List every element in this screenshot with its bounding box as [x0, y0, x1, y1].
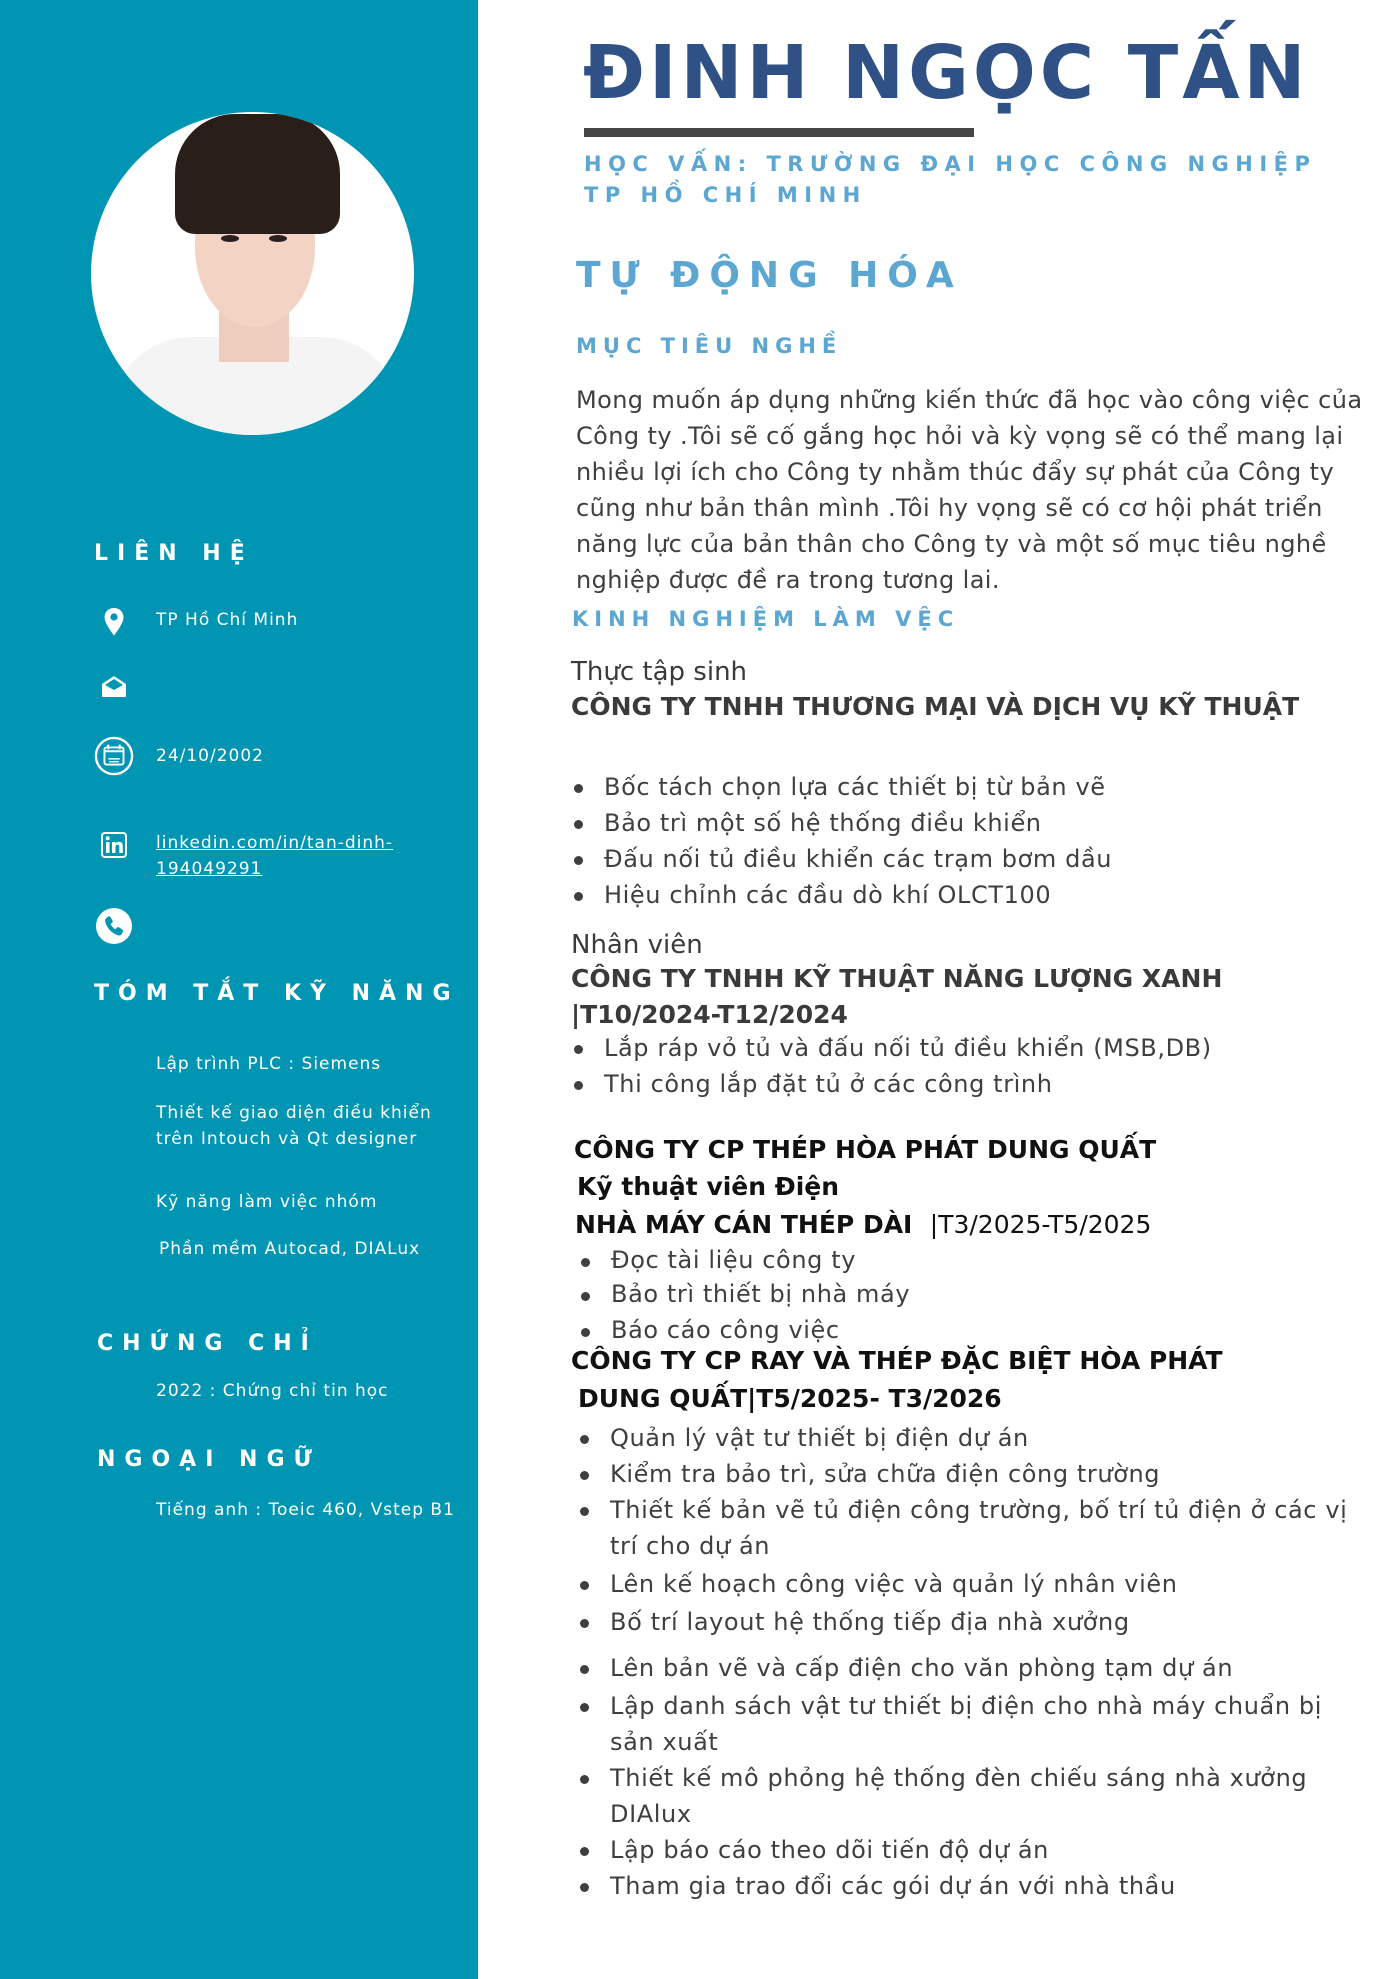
objective-heading: MỤC TIÊU NGHỀ	[576, 334, 843, 358]
contact-linkedin	[94, 825, 394, 879]
location-text: TP Hồ Chí Minh	[156, 610, 299, 630]
job-bullets	[577, 1420, 1367, 1904]
list-item: Đấu nối tủ điều khiển các trạm bơm dầu	[571, 841, 1112, 877]
objective-text: Mong muốn áp dụng những kiến thức đã học vào công việc của Công ty .Tôi sẽ cố gắng học hỏi và kỳ vọng sẽ có thể mang lại nhiều lợi ích cho Công ty nhằm thúc đẩy sự phát của Công ty cũng như bản thân mình .Tôi hy vọng sẽ có cơ hội phát triển năng lực của bản thân cho Công ty và một số mục tiêu nghề nghiệp được đề ra trong tương lai.	[576, 386, 1363, 594]
skill-item: Phần mềm Autocad, DIALux	[159, 1239, 421, 1259]
birthday-text: 24/10/2002	[156, 746, 264, 766]
skill-item: Lập trình PLC : Siemens	[156, 1054, 382, 1074]
skill-item: Kỹ năng làm việc nhóm	[156, 1192, 378, 1212]
job-bullets	[578, 1243, 910, 1347]
list-item: Lên kế hoạch công việc và quản lý nhân viên	[577, 1566, 1367, 1602]
phone-icon	[94, 906, 134, 946]
job-role: Nhân viên	[571, 930, 703, 960]
linkedin-link[interactable]	[156, 830, 393, 882]
list-item: Kiểm tra bảo trì, sửa chữa điện công trường	[577, 1456, 1367, 1492]
candidate-name: ĐINH NGỌC TẤN	[583, 30, 1310, 116]
list-item: Bảo trì thiết bị nhà máy	[578, 1277, 910, 1311]
list-item: Bảo trì một số hệ thống điều khiển	[571, 805, 1112, 841]
job-company: CÔNG TY CP RAY VÀ THÉP ĐẶC BIỆT HÒA PHÁT	[571, 1346, 1223, 1375]
job-company-period: DUNG QUẤT|T5/2025- T3/2026	[578, 1384, 1002, 1413]
list-item: Lập danh sách vật tư thiết bị điện cho nhà máy chuẩn bị sản xuất	[577, 1688, 1367, 1760]
linkedin-link-line1[interactable]: linkedin.com/in/tan-dinh-	[156, 833, 394, 853]
name-underline	[584, 128, 974, 137]
job-period: |T10/2024-T12/2024	[571, 1000, 848, 1029]
list-item: Bốc tách chọn lựa các thiết bị từ bản vẽ	[571, 769, 1112, 805]
language-item: Tiếng anh : Toeic 460, Vstep B1	[156, 1500, 455, 1520]
job-company: CÔNG TY TNHH KỸ THUẬT NĂNG LƯỢNG XANH	[571, 964, 1223, 993]
experience-heading: KINH NGHIỆM LÀM VỆC	[572, 607, 960, 631]
avatar	[91, 112, 414, 435]
list-item: Thiết kế mô phỏng hệ thống đèn chiếu sáng nhà xưởng DIAlux	[577, 1760, 1367, 1832]
skills-heading: TÓM TẮT KỸ NĂNG	[94, 981, 460, 1006]
location-pin-icon	[94, 602, 134, 642]
avatar-eye	[269, 235, 287, 242]
contact-phone	[94, 906, 134, 946]
list-item: Bố trí layout hệ thống tiếp địa nhà xưởng	[577, 1604, 1367, 1640]
linkedin-link-line2[interactable]: 194049291	[156, 859, 263, 879]
job-bullets	[571, 1030, 1212, 1102]
list-item: Báo cáo công việc	[578, 1313, 910, 1347]
contact-heading: LIÊN HỆ	[94, 541, 254, 566]
list-item: Thi công lắp đặt tủ ở các công trình	[571, 1066, 1212, 1102]
contact-email	[94, 666, 134, 706]
job-unit: NHÀ MÁY CÁN THÉP DÀI	[575, 1210, 913, 1239]
certificate-item: 2022 : Chứng chỉ tin học	[156, 1381, 389, 1401]
list-item: Tham gia trao đổi các gói dự án với nhà thầu	[577, 1868, 1367, 1904]
list-item: Đọc tài liệu công ty	[578, 1243, 910, 1277]
job-company: CÔNG TY CP THÉP HÒA PHÁT DUNG QUẤT	[574, 1135, 1157, 1164]
job-role: Thực tập sinh	[571, 657, 748, 687]
skill-item: Thiết kế giao diện điều khiển	[156, 1103, 432, 1123]
main-content	[478, 0, 1400, 1979]
envelope-open-icon	[94, 666, 134, 706]
skill-item: trên Intouch và Qt designer	[156, 1129, 418, 1149]
list-item: Lập báo cáo theo dõi tiến độ dự án	[577, 1832, 1367, 1868]
list-item: Lắp ráp vỏ tủ và đấu nối tủ điều khiển (MSB,DB)	[571, 1030, 1212, 1066]
list-item: Hiệu chỉnh các đầu dò khí OLCT100	[571, 877, 1112, 913]
job-bullets	[571, 769, 1112, 913]
education: HỌC VẤN: TRƯỜNG ĐẠI HỌC CÔNG NGHIỆP TP HỒ CHÍ MINH	[584, 152, 1317, 207]
avatar-hair	[175, 114, 340, 234]
contact-location	[94, 602, 299, 642]
list-item: Lên bản vẽ và cấp điện cho văn phòng tạm dự án	[577, 1650, 1367, 1686]
contact-birthday	[94, 736, 264, 776]
job-company: CÔNG TY TNHH THƯƠNG MẠI VÀ DỊCH VỤ KỸ THUẬT	[571, 692, 1300, 721]
list-item: Thiết kế bản vẽ tủ điện công trường, bố trí tủ điện ở các vị trí cho dự án	[577, 1492, 1367, 1564]
job-unit-period	[575, 1208, 1151, 1242]
certificates-heading: CHỨNG CHỈ	[97, 1331, 318, 1356]
linkedin-icon	[94, 825, 134, 865]
major-title: TỰ ĐỘNG HÓA	[576, 255, 963, 296]
job-role: Kỹ thuật viên Điện	[577, 1172, 840, 1201]
sidebar	[0, 0, 478, 1979]
avatar-eye	[221, 235, 239, 242]
calendar-icon	[94, 736, 134, 776]
list-item: Quản lý vật tư thiết bị điện dự án	[577, 1420, 1367, 1456]
languages-heading: NGOẠI NGỮ	[97, 1447, 321, 1472]
job-period: |T3/2025-T5/2025	[929, 1210, 1152, 1239]
